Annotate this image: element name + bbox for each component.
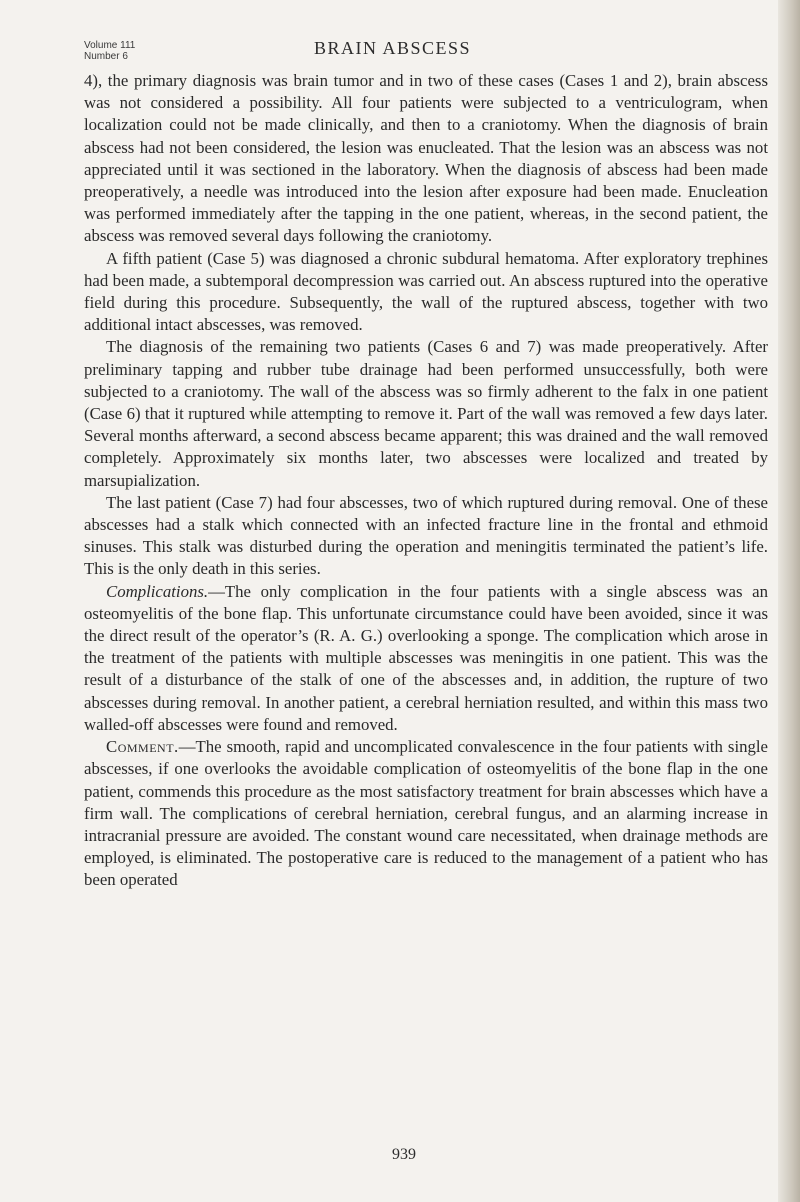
paragraph-complications — [84, 581, 768, 736]
paragraph-1: 4), the primary diagnosis was brain tumor and in two of these cases (Cases 1 and 2), brain abscess was not considered a possibility. All four patients were subjected to a ventriculogram, when localization could not be made clinically, and then to a craniotomy. When the diagnosis of brain abscess had not been considered, the lesion was enucleated. That the lesion was an abscess was not appreciated until it was sectioned in the laboratory. When the diagnosis of abscess had been made preoperatively, a needle was introduced into the lesion after exposure had been made. Enucleation was performed immediately after the tapping in the one patient, whereas, in the second patient, the abscess was removed several days following the craniotomy. — [84, 71, 768, 246]
volume-label — [84, 40, 135, 62]
article-body — [84, 70, 768, 892]
comment-heading: Comment. — [106, 737, 179, 757]
paragraph-4: The last patient (Case 7) had four abscesses, two of which ruptured during removal. One of these abscesses had a stalk which connected with an infected fracture line in the frontal and ethmoid sinuses. This stalk was disturbed during the operation and meningitis terminated the patient’s life. This is the only death in this series. — [84, 492, 768, 579]
running-title: BRAIN ABSCESS — [314, 38, 472, 58]
complications-text: —The only complication in the four patients with a single abscess was an osteomyelitis of the bone flap. This unfortunate circumstance could have been avoided, since it was the direct result of the operator’s (R. A. G.) overlooking a sponge. The complication which arose in the treatment of the patients with multiple abscesses was meningitis in one patient. This was the result of a disturbance of the stalk of one of the abscesses and, in addition, the rupture of two abscesses during removal. In another patient, a cerebral herniation resulted, and within this mass two walled-off abscesses were found and removed. — [84, 581, 768, 734]
volume-number: Volume 111 — [84, 40, 136, 51]
page-header — [84, 30, 764, 70]
complications-heading: Complications. — [106, 581, 209, 601]
paragraph-comment — [84, 736, 768, 891]
comment-text: —The smooth, rapid and uncomplicated convalescence in the four patients with single abscesses, if one overlooks the avoidable complication of osteomyelitis of the bone flap in the one patient, commends this procedure as the most satisfactory treatment for brain abscesses which have a firm wall. The complications of cerebral herniation, cerebral fungus, and an alarming increase in intracranial pressure are avoided. The constant wound care necessitated, when drainage methods are employed, is eliminated. The postoperative care is reduced to the management of a patient who has been operated — [84, 737, 768, 890]
paragraph-3: The diagnosis of the remaining two patients (Cases 6 and 7) was made preoperatively. After preliminary tapping and rubber tube drainage had been performed unsuccessfully, both were subjected to a craniotomy. The wall of the abscess was so firmly adherent to the falx in one patient (Case 6) that it ruptured while attempting to remove it. Part of the wall was removed a few days later. Several months afterward, a second abscess became apparent; this was drained and the wall removed completely. Approximately six months later, two abscesses were localized and treated by marsupialization. — [84, 337, 768, 490]
issue-number: Number 6 — [84, 51, 128, 62]
page-number: 939 — [392, 1146, 416, 1163]
page-edge-shadow — [778, 0, 800, 1202]
paragraph-2: A fifth patient (Case 5) was diagnosed a chronic subdural hematoma. After exploratory trephines had been made, a subtemporal decompression was carried out. An abscess ruptured into the operative field during this procedure. Subsequently, the wall of the ruptured abscess, together with two additional intact abscesses, was removed. — [84, 248, 768, 335]
